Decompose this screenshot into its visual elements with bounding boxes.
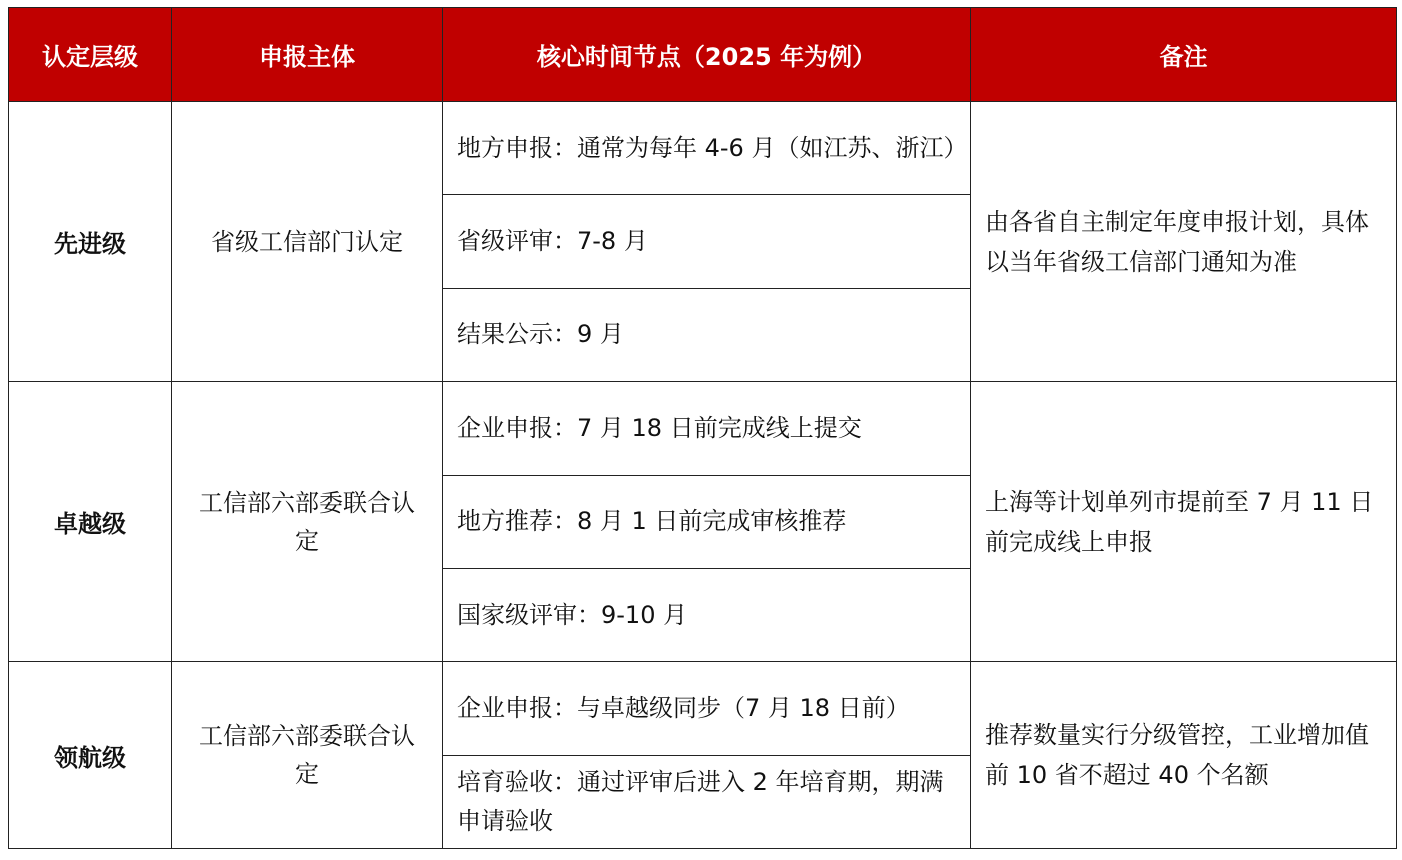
header-notes: 备注 — [971, 8, 1397, 102]
header-entity: 申报主体 — [172, 8, 443, 102]
table-body — [9, 102, 1397, 849]
timeline-node-cell: 企业申报：7 月 18 日前完成线上提交 — [443, 382, 971, 475]
level-cell: 先进级 — [9, 102, 172, 382]
table-row — [9, 102, 1397, 195]
timeline-node-cell: 地方推荐：8 月 1 日前完成审核推荐 — [443, 475, 971, 568]
timeline-node-cell: 结果公示：9 月 — [443, 288, 971, 381]
note-cell: 由各省自主制定年度申报计划，具体以当年省级工信部门通知为准 — [971, 102, 1397, 382]
table-row — [9, 662, 1397, 755]
table-row — [9, 382, 1397, 475]
timeline-node-cell: 省级评审：7-8 月 — [443, 195, 971, 288]
timeline-node-cell: 培育验收：通过评审后进入 2 年培育期，期满申请验收 — [443, 755, 971, 848]
header-row — [9, 8, 1397, 102]
level-cell: 卓越级 — [9, 382, 172, 662]
header-level: 认定层级 — [9, 8, 172, 102]
timeline-node-cell: 企业申报：与卓越级同步（7 月 18 日前） — [443, 662, 971, 755]
level-cell: 领航级 — [9, 662, 172, 849]
certification-schedule-table — [8, 7, 1397, 849]
entity-cell: 工信部六部委联合认定 — [172, 382, 443, 662]
timeline-node-cell: 国家级评审：9-10 月 — [443, 568, 971, 661]
header-timeline: 核心时间节点（2025 年为例） — [443, 8, 971, 102]
note-cell: 推荐数量实行分级管控，工业增加值前 10 省不超过 40 个名额 — [971, 662, 1397, 849]
note-cell: 上海等计划单列市提前至 7 月 11 日前完成线上申报 — [971, 382, 1397, 662]
entity-cell: 省级工信部门认定 — [172, 102, 443, 382]
timeline-node-cell: 地方申报：通常为每年 4-6 月（如江苏、浙江） — [443, 102, 971, 195]
table-header — [9, 8, 1397, 102]
entity-cell: 工信部六部委联合认定 — [172, 662, 443, 849]
